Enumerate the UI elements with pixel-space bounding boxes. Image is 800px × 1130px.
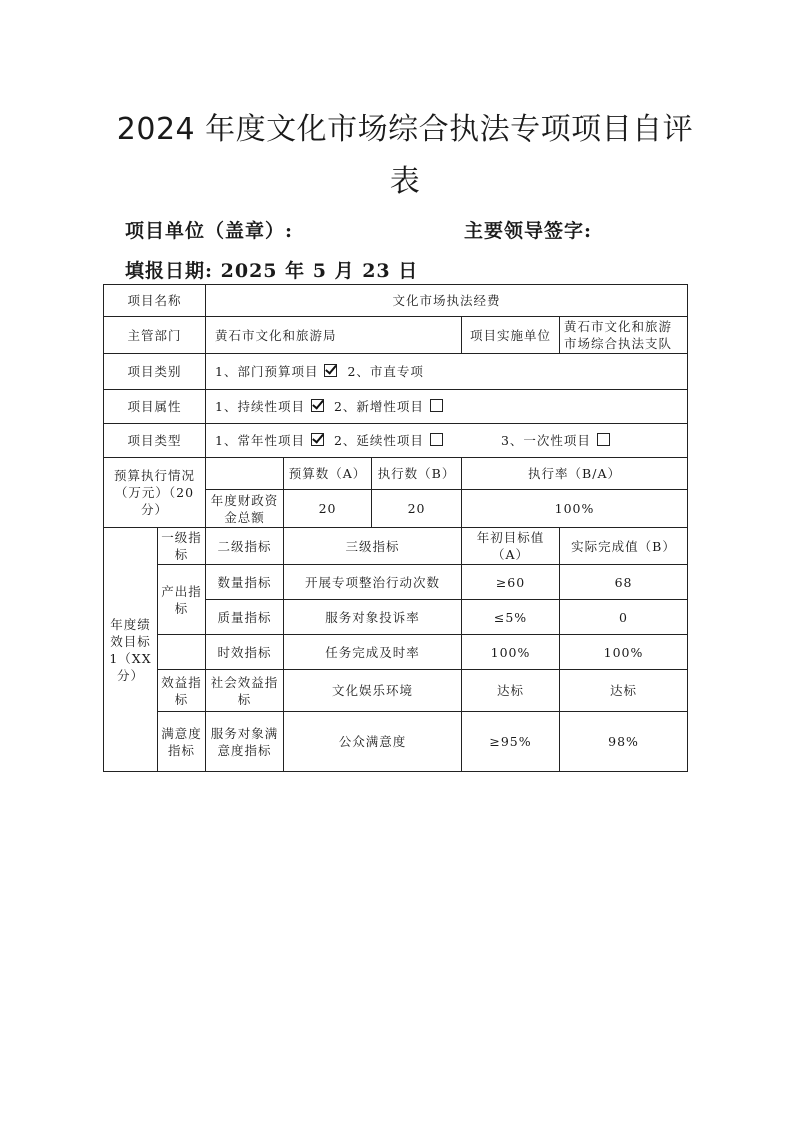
unchecked-box-icon (430, 433, 443, 446)
indicator-level1-blank (158, 635, 206, 670)
actual-header: 实际完成值（B） (560, 528, 688, 565)
rate-header: 执行率（B/A） (462, 458, 688, 490)
output-indicator-label: 产出指标 (158, 565, 206, 635)
exec-header: 执行数（B） (372, 458, 462, 490)
level3-header: 三级指标 (284, 528, 462, 565)
self-evaluation-table (103, 284, 688, 772)
indicator-actual: 98% (560, 712, 688, 772)
dept-value: 黄石市文化和旅游局 (206, 317, 462, 354)
project-name-value: 文化市场执法经费 (206, 285, 688, 317)
budget-value: 20 (284, 490, 372, 528)
attribute-option-2: 2、新增性项目 (333, 399, 424, 414)
document-title: 2024 年度文化市场综合执法专项项目自评 (116, 112, 694, 147)
type-options (206, 424, 688, 458)
indicator-actual: 100% (560, 635, 688, 670)
indicator-target: ≥60 (462, 565, 560, 600)
type-option-3: 3、一次性项目 (500, 433, 591, 448)
unchecked-box-icon (430, 399, 443, 412)
checked-box-icon (311, 399, 324, 412)
indicator-level3: 服务对象投诉率 (284, 600, 462, 635)
indicator-actual: 0 (560, 600, 688, 635)
indicator-level3: 开展专项整治行动次数 (284, 565, 462, 600)
indicator-level3: 任务完成及时率 (284, 635, 462, 670)
level1-header: 一级指标 (158, 528, 206, 565)
category-options (206, 354, 688, 390)
project-name-label: 项目名称 (104, 285, 206, 317)
checked-box-icon (311, 433, 324, 446)
attribute-options (206, 390, 688, 424)
indicator-level2: 时效指标 (206, 635, 284, 670)
type-option-1: 1、常年性项目 (215, 433, 305, 448)
indicator-actual: 68 (560, 565, 688, 600)
category-label: 项目类别 (104, 354, 206, 390)
impl-unit-label: 项目实施单位 (462, 317, 560, 354)
indicator-level2: 质量指标 (206, 600, 284, 635)
budget-header: 预算数（A） (284, 458, 372, 490)
indicator-level3: 文化娱乐环境 (284, 670, 462, 712)
date-label: 填报日期: 2025 年 5 月 23 日 (125, 260, 419, 282)
category-option-1: 1、部门预算项目 (215, 364, 319, 379)
indicator-target: ≥95% (462, 712, 560, 772)
satisfaction-indicator-label: 满意度指标 (158, 712, 206, 772)
checked-box-icon (324, 364, 337, 377)
document-title-continued: 表 (389, 164, 421, 199)
indicator-target: 100% (462, 635, 560, 670)
type-label: 项目类型 (104, 424, 206, 458)
attribute-option-1: 1、持续性项目 (215, 399, 305, 414)
budget-blank-cell (206, 458, 284, 490)
category-option-2: 2、市直专项 (347, 364, 424, 379)
unit-label: 项目单位（盖章）: (125, 220, 294, 242)
performance-goal-label: 年度绩效目标1（XX分） (104, 528, 158, 772)
indicator-level2: 社会效益指标 (206, 670, 284, 712)
indicator-level2: 数量指标 (206, 565, 284, 600)
benefit-indicator-label: 效益指标 (158, 670, 206, 712)
indicator-level3: 公众满意度 (284, 712, 462, 772)
dept-label: 主管部门 (104, 317, 206, 354)
indicator-target: ≤5% (462, 600, 560, 635)
unchecked-box-icon (597, 433, 610, 446)
target-header: 年初目标值（A） (462, 528, 560, 565)
type-option-2: 2、延续性项目 (333, 433, 424, 448)
rate-value: 100% (462, 490, 688, 528)
budget-label: 预算执行情况（万元）（20分） (104, 458, 206, 528)
indicator-actual: 达标 (560, 670, 688, 712)
impl-unit-value: 黄石市文化和旅游市场综合执法支队 (560, 317, 688, 354)
attribute-label: 项目属性 (104, 390, 206, 424)
fiscal-total-label: 年度财政资金总额 (206, 490, 284, 528)
exec-value: 20 (372, 490, 462, 528)
indicator-level2: 服务对象满意度指标 (206, 712, 284, 772)
signature-label: 主要领导签字: (464, 220, 593, 242)
level2-header: 二级指标 (206, 528, 284, 565)
indicator-target: 达标 (462, 670, 560, 712)
